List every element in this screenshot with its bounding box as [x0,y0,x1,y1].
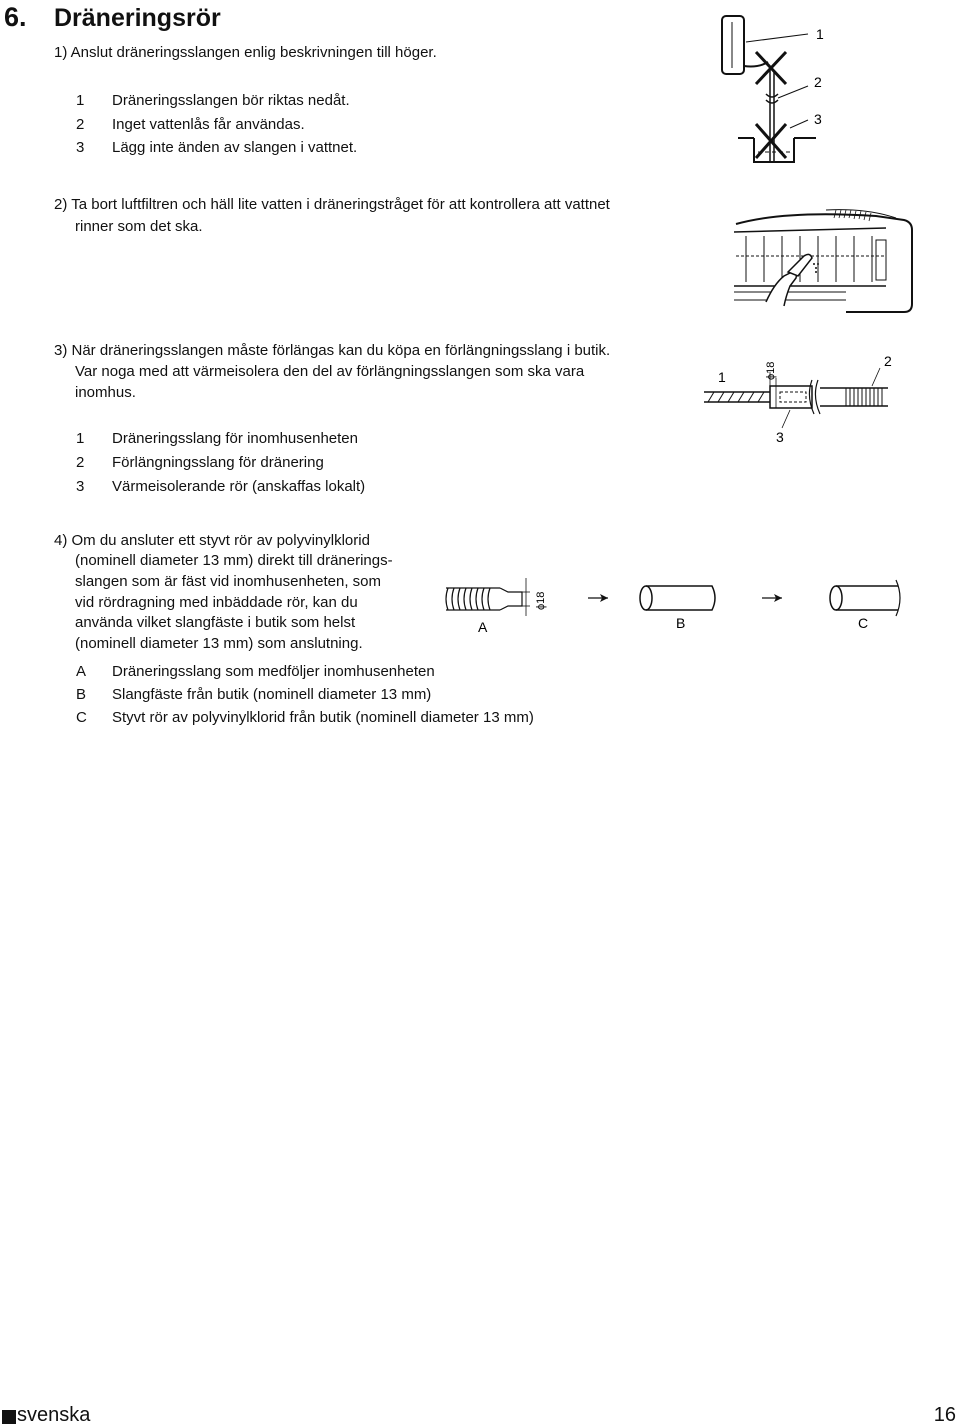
step-3-item-number: 3 [76,478,85,495]
extension-hose-figure [700,350,900,450]
step-1-item-number: 3 [76,139,85,156]
figure-label: 3 [776,429,784,445]
step-4-item-letter: B [76,686,87,703]
step-3-item-text: Förlängningsslang för dränering [112,454,324,471]
step-1-item-text: Inget vattenlås får användas. [112,116,305,133]
step-4-text: 4) Om du ansluter ett styvt rör av polyvinylklorid [54,532,370,549]
step-4-item-text: Styvt rör av polyvinylklorid från butik (nominell diameter 13 mm) [112,709,534,726]
step-1-item-text: Lägg inte änden av slangen i vattnet. [112,139,358,156]
step-4-text: använda vilket slangfäste i butik som helst [75,614,356,631]
step-1-text: 1) Anslut dräneringsslangen enlig beskrivningen till höger. [54,44,437,61]
step-1-item-number: 1 [76,92,85,109]
page-number: 16 [933,1404,956,1426]
diameter-label: ϕ18 [765,361,777,380]
figure-label: 3 [814,111,822,127]
step-2-text: 2) Ta bort luftfiltren och häll lite vatten i dräneringstråget för att kontrollera att vattnet [54,196,610,213]
step-4-item-letter: A [76,663,87,680]
figure-label: 1 [816,26,824,42]
step-4-text: vid rördragning med inbäddade rör, kan du [75,594,358,611]
figure-label: C [858,615,869,631]
step-3-item-number: 1 [76,430,85,447]
drain-hose-direction-figure [708,12,848,172]
step-3-item-number: 2 [76,454,85,471]
figure-label: 2 [814,74,822,90]
step-4-item-text: Dräneringsslang som medföljer inomhusenheten [112,663,435,680]
footer-language: svenska [17,1404,91,1426]
figure-label: A [478,619,488,635]
step-3-text: 3) När dräneringsslangen måste förlängas kan du köpa en förlängningsslang i butik. [54,342,611,359]
figure-label: 1 [718,369,726,385]
step-3-item-text: Värmeisolerande rör (anskaffas lokalt) [112,478,366,495]
step-3-text: Var noga med att värmeisolera den del av förlängningsslangen som ska vara [75,363,585,380]
figure-label: B [676,615,686,631]
step-2-text: rinner som det ska. [75,218,203,235]
step-4-text: (nominell diameter 13 mm) direkt till dränerings- [75,552,393,569]
diameter-label: ϕ18 [535,591,547,610]
figure-label: 2 [884,353,892,369]
drain-pan-water-figure [726,206,916,316]
step-4-item-text: Slangfäste från butik (nominell diameter 13 mm) [112,686,432,703]
step-1-item-text: Dräneringsslangen bör riktas nedåt. [112,92,350,109]
section-title: Dräneringsrör [54,4,221,32]
step-4-item-letter: C [76,709,87,726]
step-3-text: inomhus. [75,384,136,401]
step-4-text: (nominell diameter 13 mm) som anslutning. [75,635,363,652]
section-number: 6. [4,2,27,32]
step-3-item-text: Dräneringsslang för inomhusenheten [112,430,358,447]
pvc-connection-figure [440,570,910,640]
footer-square-icon [2,1410,16,1424]
step-1-item-number: 2 [76,116,85,133]
step-4-text: slangen som är fäst vid inomhusenheten, som [75,573,381,590]
